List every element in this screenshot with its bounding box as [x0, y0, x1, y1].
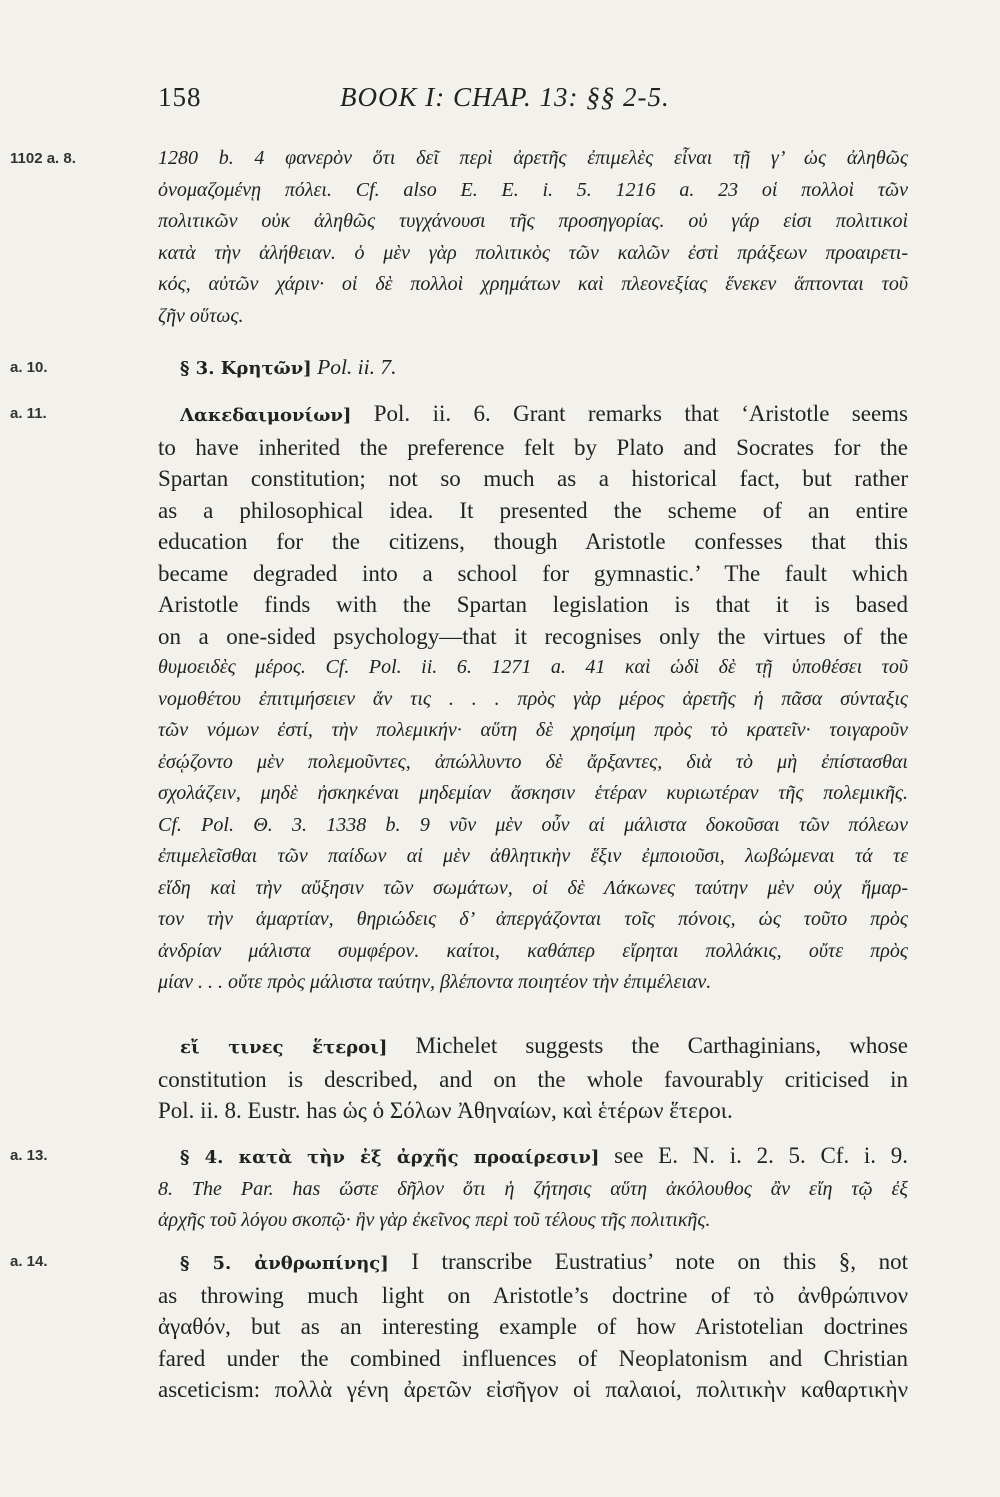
note-line: fared under the combined influences of Neoplatonism and Christian [158, 1345, 908, 1371]
running-head [158, 82, 910, 122]
note-line: ἀγαθόν, but as an interesting example of how Aristotelian doctrines [158, 1314, 908, 1339]
note-a13 [10, 1140, 908, 1237]
note-line: Spartan constitution; not so much as a historical fact, but rather [158, 466, 908, 491]
note-a11 [10, 398, 908, 999]
note-line: θυμοειδὲς μέρος. Cf. Pol. ii. 6. 1271 a. 41 καὶ ὡδὶ δὲ τῇ ὑποθέσει τοῦ [158, 656, 908, 678]
note-line: as throwing much light on Aristotle’s doctrine of τὸ ἀνθρώπινον [158, 1282, 908, 1308]
note-line: τῶν νόμων ἐστί, τὴν πολεμικήν· αὕτη δὲ χρησίμη πρὸς τὸ κρατεῖν· τοιγαροῦν [158, 719, 908, 741]
note-line: ζῆν οὕτως. [158, 304, 244, 327]
note-ei-tines-heteroi [158, 1030, 908, 1127]
note-line: became degraded into a school for gymnastic.’ The fault which [158, 560, 908, 586]
note-1102a8 [10, 143, 908, 332]
note-lemma: § 5. ἀνθρωπίνης] [180, 1253, 389, 1274]
note-line: as a philosophical idea. It presented the scheme of an entire [158, 497, 908, 523]
note-line: ἐσῴζοντο μὲν πολεμοῦντες, ἀπώλλυντο δὲ ἄρξαντες, διὰ τὸ μὴ ἐπίστασθαι [158, 750, 908, 773]
note-lemma: § 3. Κρητῶν] [180, 358, 312, 379]
note-text: Pol. ii. 6. Grant remarks that ‘Aristotle seems [373, 401, 908, 426]
note-line [158, 398, 908, 432]
note-line: τον τὴν ἁμαρτίαν, θηριώδεις δ’ ἀπεργάζονται τοῖς πόνοις, ὡς τοῦτο πρὸς [158, 908, 908, 930]
note-line: constitution is described, and on the whole favourably criticised in [158, 1066, 908, 1092]
note-line: Aristotle finds with the Spartan legislation is that it is based [158, 592, 908, 617]
note-line [158, 1030, 908, 1064]
note-line: ἀνδρίαν μάλιστα συμφέρον. καίτοι, καθάπερ εἴρηται πολλάκις, οὔτε πρὸς [158, 939, 908, 962]
note-reference: a. 10. [10, 359, 48, 376]
note-lemma: εἴ τινες ἕτεροι] [180, 1037, 388, 1058]
note-line: ἀρχῆς τοῦ λόγου σκοπῷ· ἣν γὰρ ἐκεῖνος περὶ τοῦ τέλους τῆς πολιτικῆς. [158, 1209, 711, 1231]
note-line: ὀνομαζομένῃ πόλει. Cf. also E. E. i. 5. 1216 a. 23 οἱ πολλοὶ τῶν [158, 178, 908, 201]
note-line [158, 352, 908, 385]
note-text: Pol. ii. 7. [317, 355, 397, 379]
note-line: σχολάζειν, μηδὲ ἠσκηκέναι μηδεμίαν ἄσκησιν ἑτέραν κυριωτέραν τῆς πολεμικῆς. [158, 782, 908, 804]
note-line: to have inherited the preference felt by Plato and Socrates for the [158, 434, 908, 460]
note-text: I transcribe Eustratius’ note on this §, not [411, 1249, 908, 1274]
note-reference: a. 11. [10, 405, 47, 422]
page-number: 158 [158, 82, 202, 112]
note-line [158, 1140, 908, 1174]
note-line: on a one-sided psychology—that it recognises only the virtues of the [158, 623, 908, 649]
note-line: κός, αὐτῶν χάριν· οἱ δὲ πολλοὶ χρημάτων καὶ πλεονεξίας ἕνεκεν ἅπτονται τοῦ [158, 273, 908, 295]
note-line [158, 1246, 908, 1280]
note-line: education for the citizens, though Aristotle confesses that this [158, 529, 908, 554]
note-lemma: § 4. κατὰ τὴν ἐξ ἀρχῆς προαίρεσιν] [180, 1147, 600, 1168]
note-line: νομοθέτου ἐπιτιμήσειεν ἄν τις . . . πρὸς γὰρ μέρος ἀρετῆς ἡ πᾶσα σύνταξις [158, 687, 908, 710]
note-line: asceticism: πολλὰ γένη ἀρετῶν εἰσῆγον οἱ παλαιοί, πολιτικὴν καθαρτικὴν [158, 1377, 908, 1402]
running-title: BOOK I: CHAP. 13: §§ 2-5. [340, 82, 670, 112]
note-reference: 1102 a. 8. [10, 150, 76, 167]
note-line: εἴδη καὶ τὴν αὔξησιν τῶν σωμάτων, οἱ δὲ Λάκωνες ταύτην μὲν οὐχ ἥμαρ- [158, 876, 908, 899]
note-text: Michelet suggests the Carthaginians, whose [415, 1033, 909, 1058]
note-a10 [10, 352, 908, 385]
note-line: Pol. ii. 8. Eustr. has ὡς ὁ Σόλων Ἀθηναίων, καὶ ἑτέρων ἕτεροι. [158, 1098, 733, 1123]
note-a14 [10, 1246, 908, 1406]
note-reference: a. 14. [10, 1253, 48, 1270]
note-reference: a. 13. [10, 1147, 48, 1164]
note-line: 1280 b. 4 φανερὸν ὅτι δεῖ περὶ ἀρετῆς ἐπιμελὲς εἶναι τῇ γ’ ὡς ἀληθῶς [158, 147, 908, 169]
note-text: see E. N. i. 2. 5. Cf. i. 9. [614, 1143, 908, 1168]
note-line: Cf. Pol. Θ. 3. 1338 b. 9 νῦν μὲν οὖν αἱ μάλιστα δοκοῦσαι τῶν πόλεων [158, 813, 908, 836]
note-line: 8. The Par. has ὥστε δῆλον ὅτι ἡ ζήτησις αὕτη ἀκόλουθος ἂν εἴη τῷ ἐξ [158, 1177, 908, 1200]
note-line: ἐπιμελεῖσθαι τῶν παίδων αἱ μὲν ἀθλητικὴν ἕξιν ἐμποιοῦσι, λωβώμεναι τά τε [158, 845, 908, 867]
note-line: κατὰ τὴν ἀλήθειαν. ὁ μὲν γὰρ πολιτικὸς τῶν καλῶν ἐστὶ πράξεων προαιρετι- [158, 241, 908, 264]
note-line: μίαν . . . οὔτε πρὸς μάλιστα ταύτην, βλέποντα ποιητέον τὴν ἐπιμέλειαν. [158, 971, 712, 993]
note-line: πολιτικῶν οὐκ ἀληθῶς τυγχάνουσι τῆς προσηγορίας. οὐ γάρ εἰσι πολιτικοὶ [158, 210, 908, 232]
note-lemma: Λακεδαιμονίων] [180, 405, 352, 426]
